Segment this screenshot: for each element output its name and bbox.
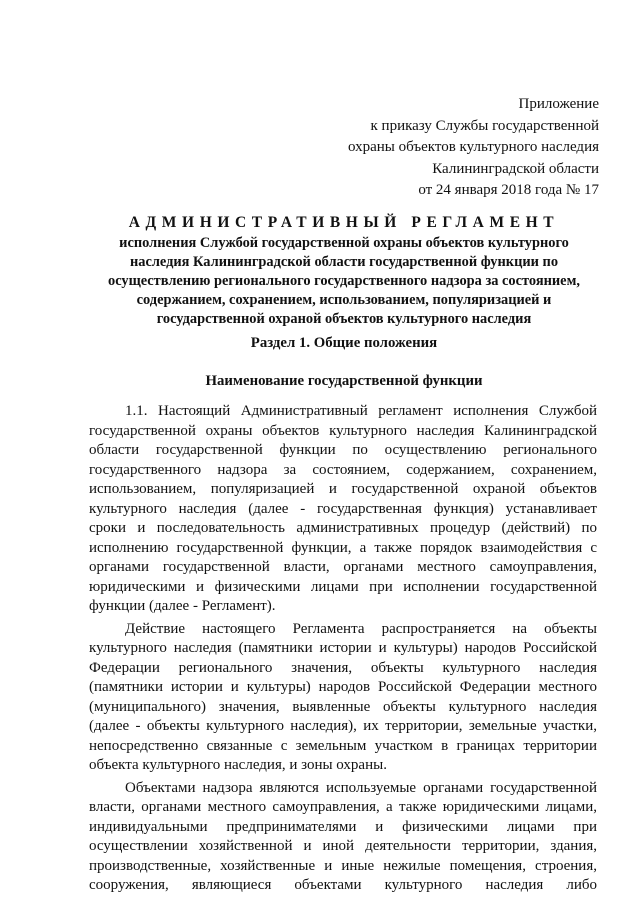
- appendix-line: к приказу Службы государственной: [370, 117, 599, 134]
- text-line: власти, органами местного самоуправления, а также юридическими лицами,: [89, 799, 597, 815]
- text-line: (памятники истории и культуры) народов Российской Федерации местного: [89, 679, 597, 695]
- text-line: исполнению государственной функции, а также порядок взаимодействия с: [89, 539, 597, 556]
- paragraph: [89, 402, 597, 617]
- regulation-subtitle-line: государственной охраной объектов культурного наследия: [156, 311, 532, 327]
- paragraph: [89, 620, 597, 776]
- text-line: юридическими и физическими лицами при исполнении государственной: [89, 578, 597, 595]
- text-line: государственной охраны объектов культурного наследия Калининградской: [89, 422, 597, 439]
- appendix-line: Приложение: [518, 96, 599, 112]
- text-line: органами государственной власти, органами местного самоуправления,: [89, 559, 597, 575]
- appendix-line: охраны объектов культурного наследия: [347, 139, 599, 155]
- text-line: культурного наследия (далее - государственная функция) устанавливает: [89, 500, 597, 517]
- text-line: производственные, хозяйственные и иные нежилые помещения, строения,: [89, 857, 597, 874]
- text-line: Федерации регионального значения, объекты культурного наследия: [89, 659, 597, 676]
- text-line: использованием, популяризацией и государственной охраной объектов: [89, 481, 597, 497]
- paragraph: [89, 779, 597, 896]
- text-line: сооружения, являющиеся объектами культурного наследия либо: [89, 877, 597, 893]
- text-line: государственного надзора за состоянием, содержанием, сохранением,: [89, 461, 597, 478]
- regulation-title: АДМИНИСТРАТИВНЫЙ РЕГЛАМЕНТ: [128, 214, 560, 231]
- text-line: Объектами надзора являются используемые органами государственной: [125, 779, 597, 796]
- appendix-block: [348, 94, 599, 202]
- text-line: индивидуальными предпринимателями и физическими лицами при: [89, 818, 597, 835]
- appendix-line: Калининградской области: [432, 160, 599, 177]
- regulation-subtitle-line: содержанием, сохранением, использованием, популяризацией и: [136, 292, 552, 308]
- regulation-subtitle-line: исполнения Службой государственной охраны объектов культурного: [119, 235, 569, 251]
- text-line: непосредственно связанные с земельным участком в границах территории: [89, 737, 597, 754]
- text-line: области государственной функции по осуществлению регионального: [89, 442, 597, 458]
- regulation-heading: [80, 212, 608, 329]
- regulation-subtitle-line: осуществлению регионального государственного надзора за состоянием,: [108, 273, 580, 289]
- regulation-subtitle-line: наследия Калининградской области государственной функции по: [129, 254, 559, 270]
- appendix-line: от 24 января 2018 года № 17: [418, 182, 599, 198]
- text-line: объекта культурного наследия, и зоны охраны.: [89, 757, 387, 773]
- body-text: [89, 402, 597, 899]
- subsection-title: Наименование государственной функции: [205, 373, 483, 389]
- section-title: Раздел 1. Общие положения: [250, 335, 438, 351]
- text-line: (далее - объекты культурного наследия), их территории, земельные участки,: [89, 718, 597, 734]
- text-line: осуществлении хозяйственной и иной деятельности территории, здания,: [89, 838, 597, 854]
- text-line: сроки и последовательность административных процедур (действий) по: [89, 520, 597, 536]
- text-line: 1.1. Настоящий Административный регламент исполнения Службой: [125, 403, 597, 419]
- text-line: функции (далее - Регламент).: [89, 598, 276, 614]
- text-line: (муниципального) значения, выявленные объекты культурного наследия: [89, 698, 597, 715]
- text-line: культурного наследия (памятники истории и культуры) народов Российской: [89, 640, 597, 656]
- text-line: Действие настоящего Регламента распространяется на объекты: [125, 620, 597, 637]
